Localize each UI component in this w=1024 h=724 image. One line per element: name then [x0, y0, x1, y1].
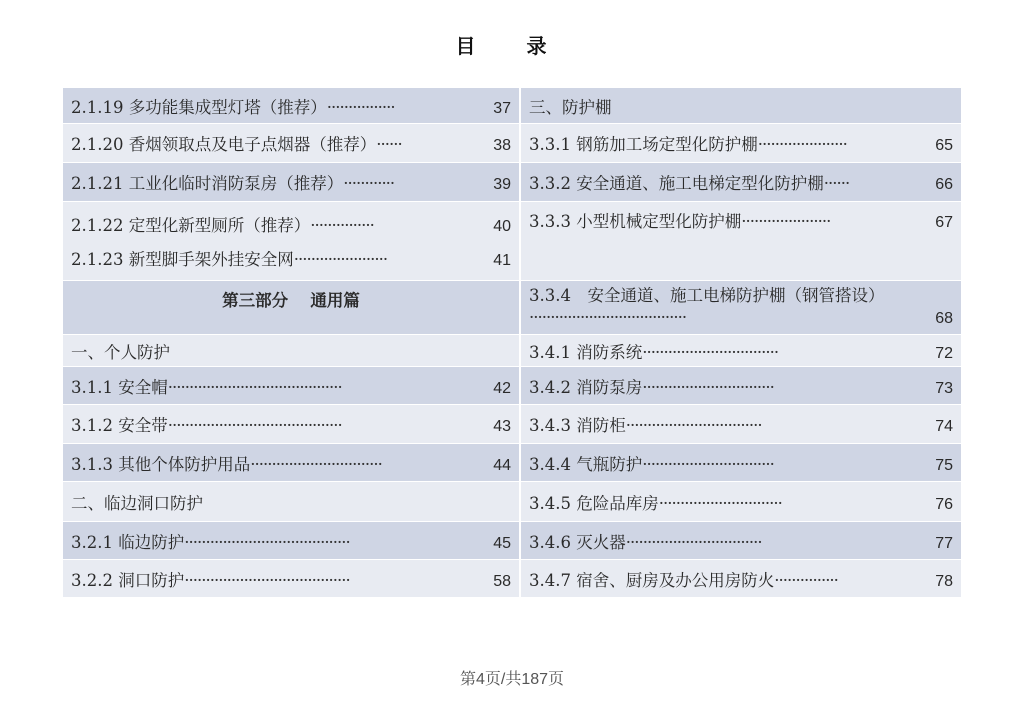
leader-dots: ·······························	[250, 454, 382, 474]
toc-entry-text: 3.3.2 安全通道、施工电梯定型化防护棚	[529, 174, 824, 193]
page-number: 77	[935, 534, 953, 552]
page-number: 72	[935, 344, 953, 362]
page-number: 42	[493, 379, 512, 397]
toc-cell[interactable]	[63, 560, 521, 598]
page-number: 78	[935, 572, 953, 590]
page-number: 45	[493, 534, 512, 552]
toc-entry-text: 3.2.2 洞口防护	[71, 570, 185, 590]
page-number: 68	[935, 310, 953, 327]
toc-cell[interactable]	[521, 444, 961, 482]
leader-dots: ·········································	[167, 416, 342, 435]
leader-dots: ·······································	[184, 532, 350, 552]
leader-dots: ································	[625, 416, 762, 435]
toc-entry-text: 3.4.1 消防系统	[529, 342, 643, 362]
leader-dots: ·····················	[757, 135, 847, 154]
page-number: 44	[493, 456, 512, 474]
toc-row	[63, 124, 961, 163]
toc-entry-text: 3.3.3 小型机械定型化防护棚	[529, 212, 742, 231]
section-heading: 一、个人防护	[71, 342, 170, 362]
page-title: 目 录	[455, 34, 569, 58]
page-number: 74	[935, 418, 953, 435]
toc-entry-text: 3.4.3 消防柜	[529, 416, 626, 435]
toc-entry-text: 2.1.23 新型脚手架外挂安全网	[71, 250, 294, 269]
leader-dots: ································	[642, 342, 779, 362]
toc-entry-text: 2.1.19 多功能集成型灯塔（推荐）	[71, 97, 327, 117]
toc-row	[63, 88, 961, 124]
leader-dots: ·······························	[642, 377, 774, 397]
toc-entry-text: 2.1.22 定型化新型厕所（推荐）	[71, 216, 311, 235]
toc-cell[interactable]	[63, 367, 521, 405]
toc-entry-text: 3.4.4 气瓶防护	[529, 454, 643, 474]
toc-row	[63, 163, 961, 202]
toc-row	[63, 482, 961, 522]
leader-dots: ·········································	[167, 377, 342, 397]
leader-dots: ···············	[310, 216, 374, 235]
toc-cell[interactable]	[63, 281, 521, 335]
leader-dots: ·····················	[741, 212, 831, 231]
toc-cell[interactable]	[521, 367, 961, 405]
section-heading: 三、防护棚	[529, 97, 612, 117]
toc-row	[63, 560, 961, 598]
page-number: 43	[493, 418, 512, 435]
toc-entry-text: 2.1.20 香烟领取点及电子点烟器（推荐）	[71, 135, 377, 154]
toc-cell[interactable]	[63, 335, 521, 367]
toc-cell[interactable]	[63, 482, 521, 522]
toc-row	[63, 444, 961, 482]
toc-cell[interactable]	[521, 124, 961, 163]
part-heading: 第三部分 通用篇	[222, 291, 360, 310]
toc-row	[63, 367, 961, 405]
toc-cell[interactable]	[521, 560, 961, 598]
toc-entry-text: 3.1.2 安全带	[71, 416, 168, 435]
toc-row	[63, 522, 961, 560]
leader-dots: ·······························	[642, 454, 774, 474]
toc-cell[interactable]	[63, 405, 521, 444]
toc-entry-text: 3.4.5 危险品库房	[529, 493, 659, 513]
leader-dots: ················	[326, 97, 395, 117]
toc-entry-text: 3.4.7 宿舍、厨房及办公用房防火	[529, 570, 775, 590]
section-heading: 二、临边洞口防护	[71, 493, 203, 513]
toc-cell[interactable]	[63, 88, 521, 124]
leader-dots: ································	[625, 532, 762, 552]
toc-cell[interactable]	[521, 482, 961, 522]
toc-row	[63, 335, 961, 367]
page-number: 37	[493, 99, 512, 117]
toc-cell[interactable]	[63, 522, 521, 560]
page-number: 73	[935, 379, 953, 397]
page-number: 38	[493, 137, 512, 154]
page-number: 41	[493, 252, 512, 269]
toc-entry-text: 3.1.1 安全帽	[71, 377, 168, 397]
toc-entry-text: 3.1.3 其他个体防护用品	[71, 454, 251, 474]
toc-entry-text: 2.1.21 工业化临时消防泵房（推荐）	[71, 174, 344, 193]
leader-dots: ·······································	[184, 570, 350, 590]
leader-dots: ······	[823, 174, 850, 193]
leader-dots: ·····························	[658, 493, 782, 513]
toc-entry-text: 3.4.6 灭火器	[529, 532, 626, 552]
toc-cell[interactable]	[521, 281, 961, 335]
toc-cell[interactable]	[521, 522, 961, 560]
page-number: 65	[935, 137, 953, 154]
toc-entry-text: 3.2.1 临边防护	[71, 532, 185, 552]
toc-cell[interactable]	[63, 124, 521, 163]
leader-dots: ······················	[293, 250, 388, 269]
leader-dots: ······	[376, 135, 402, 154]
toc-entry-text: 3.4.2 消防泵房	[529, 377, 643, 397]
toc-cell[interactable]	[521, 405, 961, 444]
page-number: 39	[493, 176, 512, 193]
toc-row	[63, 281, 961, 335]
leader-dots: ············	[343, 174, 395, 193]
toc-cell[interactable]	[63, 163, 521, 202]
toc-row	[63, 202, 961, 281]
page-number: 58	[493, 572, 512, 590]
toc-cell[interactable]	[521, 163, 961, 202]
leader-dots: ·····································	[529, 308, 687, 327]
toc-row	[63, 405, 961, 444]
toc-cell[interactable]	[521, 88, 961, 124]
toc-cell[interactable]	[521, 202, 961, 281]
page-number: 76	[935, 495, 953, 513]
toc-table	[63, 88, 961, 598]
page-number: 67	[935, 214, 953, 231]
page-number: 75	[935, 456, 953, 474]
page-number: 40	[493, 218, 512, 235]
toc-cell[interactable]	[63, 444, 521, 482]
toc-cell[interactable]	[521, 335, 961, 367]
toc-entry-text: 3.3.4 安全通道、施工电梯防护棚（钢管搭设）	[529, 286, 885, 305]
toc-entry-text: 3.3.1 钢筋加工场定型化防护棚	[529, 135, 758, 154]
page-number: 66	[935, 176, 953, 193]
leader-dots: ···············	[774, 570, 838, 590]
toc-cell[interactable]	[63, 202, 521, 281]
page-footer: 第4页/共187页	[459, 671, 565, 688]
